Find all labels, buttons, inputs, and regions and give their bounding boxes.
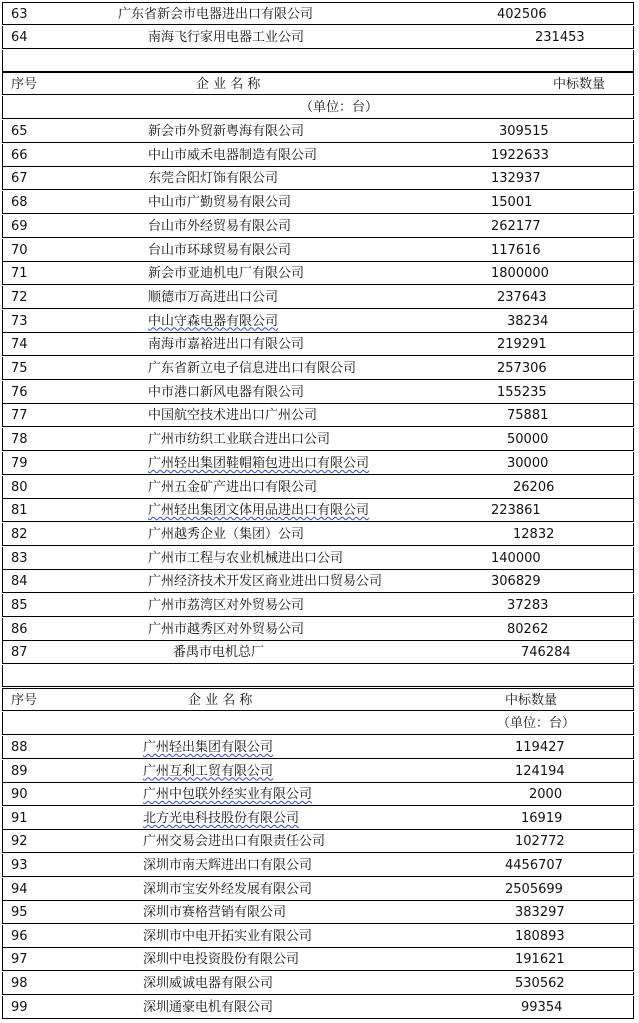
table-row: [2, 262, 634, 285]
quantity: 102772: [515, 834, 565, 850]
quantity: 132937: [491, 171, 541, 187]
table-row: [2, 381, 634, 404]
company-name: 广州市越秀区对外贸易公司: [148, 621, 305, 637]
table-row: [2, 547, 634, 570]
unit-row: [2, 96, 634, 119]
table-row: [2, 357, 634, 380]
row-number: 90: [11, 787, 28, 803]
quantity: 37283: [507, 598, 549, 613]
quantity: 257306: [497, 361, 547, 376]
row-number: 91: [11, 810, 28, 826]
table-row: [2, 854, 634, 877]
company-name: 新会市亚迪机电厂有限公司: [148, 266, 305, 282]
row-number: 66: [11, 147, 28, 163]
company-name: 广州市荔湾区对外贸易公司: [148, 598, 305, 613]
table-row: [2, 830, 634, 853]
table-row: [2, 736, 634, 759]
company-name: 深圳市赛格营销有限公司: [143, 905, 287, 921]
table-row: [2, 310, 634, 333]
quantity: 4456707: [505, 858, 563, 873]
company-name: 广东省新立电子信息进出口有限公司: [148, 361, 357, 376]
quantity: 180893: [515, 928, 565, 944]
quantity: 223861: [491, 503, 541, 519]
quantity: 306829: [491, 574, 541, 590]
table-row: [2, 996, 634, 1019]
company-name: 南海市嘉裕进出口有限公司: [148, 337, 305, 353]
quantity: 262177: [491, 218, 541, 234]
quantity: 309515: [499, 124, 549, 139]
company-name: 广州中包联外经实业有限公司: [143, 787, 313, 803]
row-number: 70: [11, 242, 28, 258]
row-number: 81: [11, 503, 28, 519]
company-name: 广州交易会进出口有限责任公司: [143, 834, 326, 850]
table-row: [2, 594, 634, 617]
company-name: 深圳通豪电机有限公司: [143, 999, 274, 1015]
table-row: [2, 570, 634, 593]
table-row: [2, 878, 634, 901]
quantity: 2505699: [505, 881, 563, 897]
header-name: 企 业 名 称: [196, 77, 261, 92]
row-number: 63: [11, 7, 28, 22]
quantity: 1922633: [491, 147, 549, 163]
header-number: 序号: [11, 693, 38, 708]
company-name: 广州越秀企业（集团）公司: [148, 526, 305, 542]
company-name: 台山市环球贸易有限公司: [148, 242, 292, 258]
row-number: 89: [11, 763, 28, 779]
company-name: 深圳市中电开拓实业有限公司: [143, 928, 313, 944]
spacer-row: [2, 665, 634, 687]
company-name: 番禺市电机总厂: [173, 645, 265, 661]
row-number: 75: [11, 361, 28, 376]
company-name: 广东省新会市电器进出口有限公司: [118, 7, 314, 22]
table-row: [2, 333, 634, 356]
row-number: 98: [11, 976, 28, 991]
row-number: 64: [11, 30, 28, 45]
quantity: 746284: [521, 645, 571, 661]
table-row: [2, 239, 634, 262]
company-name: 广州轻出集团有限公司: [143, 740, 274, 755]
table-row: [2, 144, 634, 167]
quantity: 12832: [513, 526, 555, 542]
table-header: [2, 688, 634, 711]
header-name: 企 业 名 称: [188, 693, 253, 708]
company-name: 广州市工程与农业机械进出口公司: [148, 550, 344, 566]
company-name: 中山守森电器有限公司: [148, 313, 279, 329]
table-row: [2, 807, 634, 830]
table-row: [2, 618, 634, 641]
table-row: [2, 523, 634, 546]
row-number: 97: [11, 952, 28, 968]
row-number: 80: [11, 479, 28, 495]
table-row: [2, 120, 634, 143]
table-row: [2, 167, 634, 190]
quantity: 231453: [535, 30, 585, 45]
company-name: 中山市广勤贸易有限公司: [148, 195, 292, 211]
quantity: 117616: [491, 242, 541, 258]
header-quantity: 中标数量: [553, 77, 606, 92]
table-row: [2, 428, 634, 451]
row-number: 84: [11, 574, 28, 590]
company-name: 广州轻出集团鞋帽箱包进出口有限公司: [148, 455, 370, 471]
quantity: 99354: [521, 999, 563, 1015]
company-name: 广州经济技术开发区商业进出口贸易公司: [148, 574, 383, 590]
quantity: 15001: [491, 195, 533, 211]
row-number: 67: [11, 171, 28, 187]
company-name: 中山市威禾电器制造有限公司: [148, 147, 318, 163]
table-row: [2, 476, 634, 499]
company-name: 深圳市南天辉进出口有限公司: [143, 858, 313, 873]
company-name: 广州市纺织工业联合进出口公司: [148, 432, 331, 448]
company-name: 广州五金矿产进出口有限公司: [148, 479, 318, 495]
company-name: 深圳威诚电器有限公司: [143, 976, 274, 991]
row-number: 76: [11, 384, 28, 400]
row-number: 71: [11, 266, 28, 282]
header-quantity: 中标数量: [505, 693, 558, 708]
table-row: [2, 26, 634, 49]
table-row: [2, 215, 634, 238]
table-row: [2, 901, 634, 924]
row-number: 94: [11, 881, 28, 897]
company-name: 广州互利工贸有限公司: [143, 763, 274, 779]
table-row: [2, 499, 634, 522]
row-number: 78: [11, 432, 28, 448]
row-number: 77: [11, 408, 28, 424]
row-number: 83: [11, 550, 28, 566]
quantity: 140000: [491, 550, 541, 566]
unit-row: [2, 712, 634, 735]
spacer-row: [2, 50, 634, 72]
row-number: 88: [11, 740, 28, 755]
row-number: 74: [11, 337, 28, 353]
table-row: [2, 783, 634, 806]
table-row: [2, 972, 634, 995]
quantity: 80262: [507, 621, 549, 637]
quantity: 383297: [515, 905, 565, 921]
company-name: 广州轻出集团文体用品进出口有限公司: [148, 503, 370, 519]
unit-label: （单位：台）: [497, 716, 576, 731]
quantity: 1800000: [491, 266, 549, 282]
company-name: 新会市外贸新粤海有限公司: [148, 124, 305, 139]
row-number: 73: [11, 313, 28, 329]
table-row: [2, 286, 634, 309]
company-name: 深圳市宝安外经发展有限公司: [143, 881, 313, 897]
table-row: [2, 925, 634, 948]
quantity: 119427: [515, 740, 565, 755]
row-number: 72: [11, 289, 28, 305]
quantity: 219291: [497, 337, 547, 353]
row-number: 92: [11, 834, 28, 850]
row-number: 85: [11, 598, 28, 613]
company-name: 东莞合阳灯饰有限公司: [148, 171, 279, 187]
table-header: [2, 72, 634, 95]
table-row: [2, 641, 634, 664]
row-number: 79: [11, 455, 28, 471]
row-number: 87: [11, 645, 28, 661]
table-row: [2, 2, 634, 25]
quantity: 38234: [507, 313, 549, 329]
unit-label: （单位：台）: [300, 100, 379, 115]
quantity: 530562: [515, 976, 565, 991]
row-number: 96: [11, 928, 28, 944]
quantity: 26206: [513, 479, 555, 495]
row-number: 69: [11, 218, 28, 234]
company-name: 中市港口新风电器有限公司: [148, 384, 305, 400]
company-name: 北方光电科技股份有限公司: [143, 810, 300, 826]
table-row: [2, 760, 634, 783]
quantity: 402506: [497, 7, 547, 22]
company-name: 顺德市万高进出口公司: [148, 289, 279, 305]
quantity: 2000: [529, 787, 563, 803]
row-number: 93: [11, 858, 28, 873]
quantity: 155235: [497, 384, 547, 400]
row-number: 86: [11, 621, 28, 637]
company-name: 中国航空技术进出口广州公司: [148, 408, 318, 424]
quantity: 237643: [497, 289, 547, 305]
company-name: 台山市外经贸易有限公司: [148, 218, 292, 234]
quantity: 16919: [521, 810, 563, 826]
quantity: 191621: [515, 952, 565, 968]
table-row: [2, 404, 634, 427]
quantity: 30000: [507, 455, 549, 471]
company-name: 南海飞行家用电器工业公司: [148, 30, 305, 45]
header-number: 序号: [11, 77, 38, 92]
row-number: 68: [11, 195, 28, 211]
row-number: 95: [11, 905, 28, 921]
row-number: 65: [11, 124, 28, 139]
quantity: 50000: [507, 432, 549, 448]
row-number: 99: [11, 999, 28, 1015]
quantity: 75881: [507, 408, 549, 424]
row-number: 82: [11, 526, 28, 542]
table-row: [2, 452, 634, 475]
table-row: [2, 948, 634, 971]
table-row: [2, 191, 634, 214]
quantity: 124194: [515, 763, 565, 779]
company-name: 深圳中电投资股份有限公司: [143, 952, 300, 968]
